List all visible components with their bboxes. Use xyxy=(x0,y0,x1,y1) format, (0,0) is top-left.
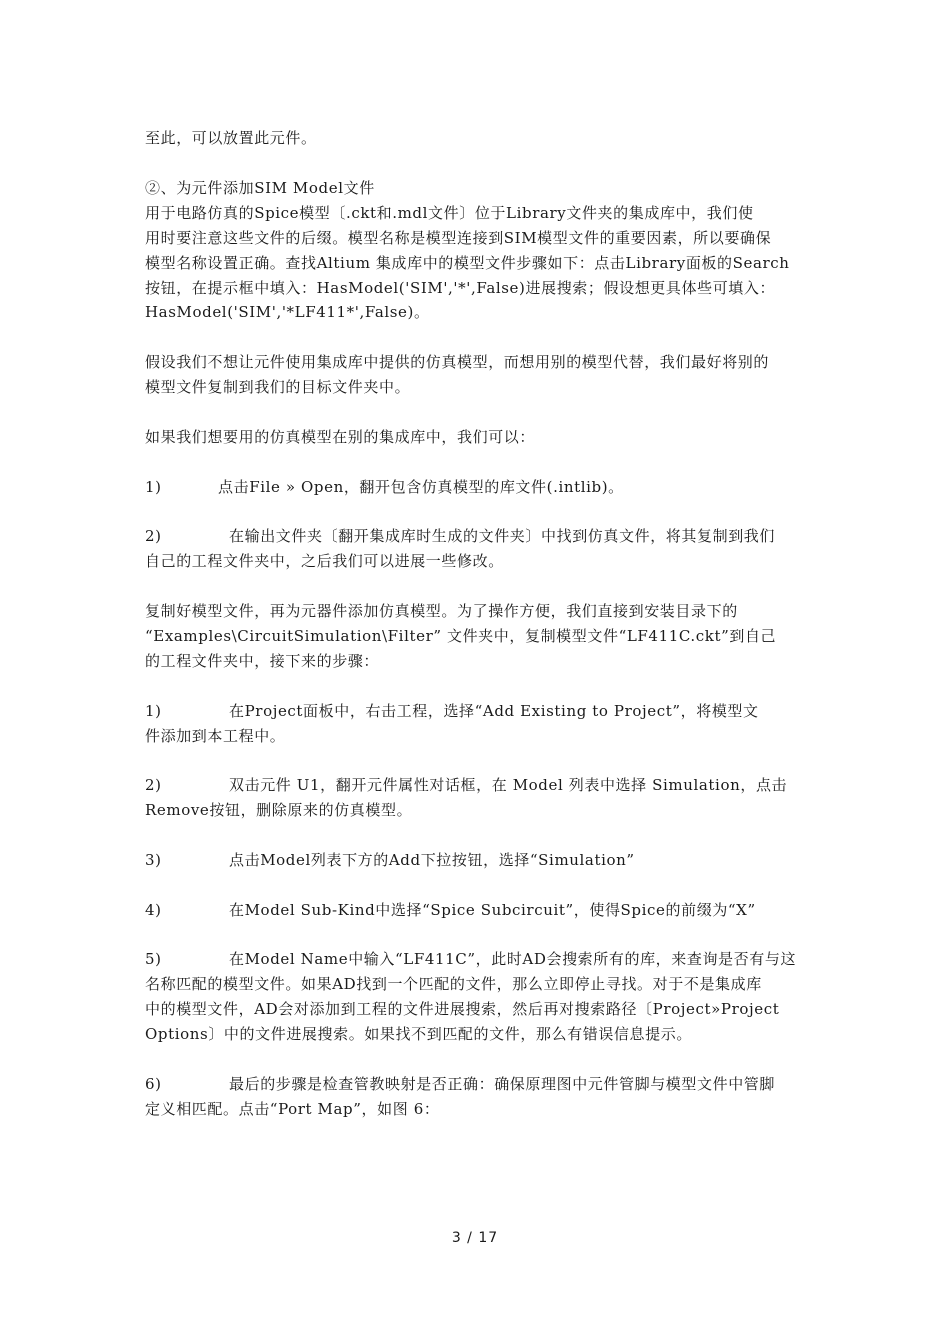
paragraph-line: 件添加到本工程中。 xyxy=(145,727,286,745)
list-item-text: 在Model Sub-Kind中选择“Spice Subcircuit”，使得Spice的前缀为“X” xyxy=(229,901,756,919)
list-item xyxy=(145,699,810,724)
paragraph-line: 至此，可以放置此元件。 xyxy=(145,129,317,147)
paragraph-line: 如果我们想要用的仿真模型在别的集成库中，我们可以： xyxy=(145,428,536,446)
paragraph-line: 名称匹配的模型文件。如果AD找到一个匹配的文件，那么立即停止寻找。对于不是集成库 xyxy=(145,975,762,993)
paragraph-line: 自己的工程文件夹中，之后我们可以进展一些修改。 xyxy=(145,552,504,570)
list-item-text: 点击Model列表下方的Add下拉按钮，选择“Simulation” xyxy=(229,851,635,869)
list-marker: 2) xyxy=(145,527,162,545)
paragraph-line: 中的模型文件，AD会对添加到工程的文件进展搜索，然后再对搜索路径〔Project»Project xyxy=(145,1000,780,1018)
list-item xyxy=(145,524,810,549)
paragraph-line: “Examples\CircuitSimulation\Filter” 文件夹中，复制模型文件“LF411C.ckt”到自己 xyxy=(145,627,777,645)
list-marker: 1) xyxy=(145,478,162,496)
list-marker: 4) xyxy=(145,901,162,919)
paragraph-line: Options〕中的文件进展搜索。如果找不到匹配的文件，那么有错误信息提示。 xyxy=(145,1025,692,1043)
list-marker: 1) xyxy=(145,702,162,720)
list-item-text: 点击File » Open，翻开包含仿真模型的库文件(.intlib)。 xyxy=(218,478,624,496)
list-item xyxy=(145,898,810,923)
paragraph-line: 用于电路仿真的Spice模型〔.ckt和.mdl文件〕位于Library文件夹的集成库中，我们使 xyxy=(145,204,754,222)
list-item-text: 最后的步骤是检查管教映射是否正确：确保原理图中元件管脚与模型文件中管脚 xyxy=(229,1075,776,1093)
list-item-text: 在输出文件夹〔翻开集成库时生成的文件夹〕中找到仿真文件，将其复制到我们 xyxy=(229,527,776,545)
paragraph-line: 按钮，在提示框中填入：HasModel('SIM','*',False)进展搜索；假设想更具体些可填入： xyxy=(145,279,776,297)
paragraph-line: HasModel('SIM','*LF411*',False)。 xyxy=(145,303,430,321)
paragraph-line: 用时要注意这些文件的后缀。模型名称是模型连接到SIM模型文件的重要因素，所以要确保 xyxy=(145,229,772,247)
list-marker: 3) xyxy=(145,851,162,869)
section-heading: ②、为元件添加SIM Model文件 xyxy=(145,179,375,197)
page-number: 3 / 17 xyxy=(451,1230,499,1246)
list-item xyxy=(145,947,810,972)
list-item xyxy=(145,1072,810,1097)
list-item xyxy=(145,773,810,798)
list-marker: 6) xyxy=(145,1075,162,1093)
paragraph-line: 定义相匹配。点击“Port Map”，如图 6： xyxy=(145,1100,440,1118)
paragraph-line: 复制好模型文件，再为元器件添加仿真模型。为了操作方便，我们直接到安装目录下的 xyxy=(145,602,738,620)
paragraph-line: 模型名称设置正确。查找Altium 集成库中的模型文件步骤如下：点击Library面板的Search xyxy=(145,254,790,272)
list-item-text: 在Model Name中输入“LF411C”，此时AD会搜索所有的库，来查询是否有与这 xyxy=(229,950,797,968)
paragraph-line: 模型文件复制到我们的目标文件夹中。 xyxy=(145,378,411,396)
list-item-text: 在Project面板中，右击工程，选择“Add Existing to Project”，将模型文 xyxy=(229,702,759,720)
list-marker: 2) xyxy=(145,776,162,794)
list-marker: 5) xyxy=(145,950,162,968)
list-item-text: 双击元件 U1，翻开元件属性对话框，在 Model 列表中选择 Simulation，点击 xyxy=(229,776,788,794)
list-item xyxy=(145,848,810,873)
paragraph-line: Remove按钮，删除原来的仿真模型。 xyxy=(145,801,413,819)
paragraph-line: 假设我们不想让元件使用集成库中提供的仿真模型，而想用别的模型代替，我们最好将别的 xyxy=(145,353,770,371)
list-item xyxy=(145,475,810,500)
paragraph-line: 的工程文件夹中，接下来的步骤： xyxy=(145,652,380,670)
